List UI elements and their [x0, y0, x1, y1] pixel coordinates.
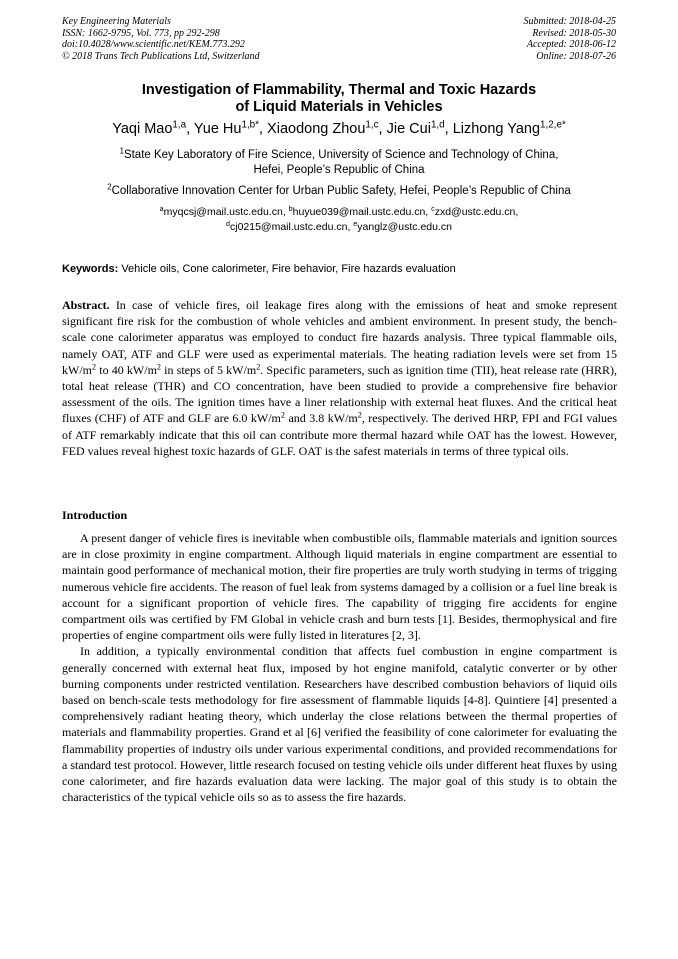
affiliation-1: [40, 148, 638, 178]
title-line-1: Investigation of Flammability, Thermal and Toxic Hazards: [141, 82, 537, 98]
copyright-line: © 2018 Trans Tech Publications Ltd, Switzerland: [62, 50, 260, 62]
author-affiliation-mark: 1,c: [365, 119, 379, 131]
email-mark: d: [226, 220, 230, 229]
superscript: 2: [156, 362, 161, 372]
email-list: $^a$myqcsj@mail.ustc.edu.cn, $^b$huyue039@mail.ustc.edu.cn, $^c$zxd@ustc.edu.cn, $^d$cj0215@mail.ustc.edu.cn, $^e$yanglz@ustc.edu.cn: [159, 205, 519, 233]
abstract-text: to 40 kW/m: [96, 362, 157, 377]
affiliation-number: 2: [107, 182, 112, 192]
email-address: yanglz@ustc.edu.cn: [357, 221, 452, 233]
body-paragraph: A present danger of vehicle fires is inevitable when combustible oils, flammable materials and ignition sources are in close proximity in engine compartment. Although liquid materials in engine compartment are essential to maintain good performance of mechanical motion, their fire properties are truly worth studying in terms of trigging numerous vehicle fire accidents. The reason of fuel leak from systems damaged by a collision or a fuel line break is account for a significant proportion of vehicle fires. The capability of trigging fire accidents for engine compartment oils was certified by FM Global in vehicle crash and burn tests [1]. Besides, thermophysical and fire properties of engine compartment oils were fully listed in literatures [2, 3].: [62, 531, 617, 643]
abstract-paragraph: [62, 297, 617, 459]
journal-header-right: [524, 16, 617, 62]
abstract-text: In case of vehicle fires, oil leakage fires along with the emissions of heat and smoke represent significant fire risk for the combustion of whole vehicles and ambient environment. In present study, the bench-scale cone calorimeter apparatus was employed to conduct fire hazards analysis. Three typical flammable oils, namely OAT, ATF and GLF were used as experimental materials. The heating radiation levels were set from 15 kW/m: [62, 298, 618, 377]
email-address: huyue039@mail.ustc.edu.cn: [292, 206, 426, 218]
email-address: cj0215@mail.ustc.edu.cn: [229, 221, 348, 233]
accepted-date: Accepted: 2018-06-12: [526, 39, 616, 51]
email-address: myqcsj@mail.ustc.edu.cn: [163, 206, 283, 218]
author-name: Yaqi Mao: [112, 121, 173, 137]
abstract-text: . Specific parameters, such as ignition time (TII), heat release rate (HRR), total heat release (THR) and CO concentration, have been studied to provide a comprehensive fire behavior assessment of the oils. The ignition times have a liner relationship with external heat fluxes. And the critical heat fluxes (CHF) of ATF and GLF are 6.0 kW/m: [62, 362, 617, 426]
abstract-text: and 3.8 kW/m: [284, 411, 358, 426]
online-date: Online: 2018-07-26: [536, 50, 616, 62]
author-affiliation-mark: 1,d: [430, 119, 445, 131]
affiliation-2: [40, 184, 638, 199]
email-mark: c: [431, 205, 435, 214]
introduction-body: [62, 530, 617, 805]
journal-name: Key Engineering Materials: [62, 16, 171, 27]
affiliation-number: 1: [119, 146, 124, 156]
doi-line: doi:10.4028/www.scientific.net/KEM.773.292: [62, 39, 245, 51]
superscript: 2: [92, 362, 97, 372]
author-name: Xiaodong Zhou: [267, 121, 366, 137]
paper-title: [40, 82, 638, 116]
author-name: Lizhong Yang: [452, 121, 541, 137]
keywords-line: [62, 262, 618, 277]
affiliation-text: Hefei, People’s Republic of China: [253, 164, 425, 176]
section-heading-introduction: Introduction: [62, 508, 128, 522]
title-line-2: of Liquid Materials in Vehicles: [235, 99, 443, 115]
author-name: Jie Cui: [386, 121, 431, 137]
affiliation-text: Collaborative Innovation Center for Urban Public Safety, Hefei, People’s Republic of China: [111, 185, 571, 197]
body-paragraph: In addition, a typically environmental condition that affects fuel combustion in engine compartment is generally concerned with external heat flux, imposed by hot engine manifold, catalytic converter or by other burning components under restricted ventilation. Researchers have described combustion behaviors of liquid oils based on bench-scale tests methodology for fire assessment of flammable liquids [4-8]. Quintiere [4] presented a comprehensively radiant heating theory, which underlay the close relations between the thermal properties of materials and flammability properties. Grand et al [6] verified the feasibility of cone calorimeter for evaluating the flammability properties of industry oils under various experimental conditions, and provided recommendations for a standard test protocol. However, little research focused on testing vehicle oils under different heat fluxes by using cone calorimeter, and fire hazards evaluation data were lacking. The major goal of this study is to obtain the characteristics of the typical vehicle oils so as to assess the fire hazards.: [62, 644, 617, 805]
author-name: Yue Hu: [193, 121, 242, 137]
superscript: 2: [256, 362, 261, 372]
submitted-date: Submitted: 2018-04-25: [523, 16, 616, 27]
email-mark: e: [353, 220, 358, 229]
keywords-text: Vehicle oils, Cone calorimeter, Fire behavior, Fire hazards evaluation: [121, 263, 456, 275]
author-list: Yaqi Mao$^{1,a}$, Yue $Hu^{1,b*}$, Xiaodong Zhou$^{1,c}$, Jie Cui$^{1,d}$, Lizhong Yang$^{1,2,e*}$: [112, 119, 566, 137]
revised-date: Revised: 2018-05-30: [532, 27, 616, 39]
abstract-text: , respectively. The derived HRP, FPI and FGI values of ATF remarkably indicate that this oil can contribute more thermal hazard while OAT has the lowest. However, FED values reveal highest toxic hazards of GLF. OAT is the safest materials in terms of three typical oils.: [62, 411, 617, 458]
author-affiliation-mark: 1,a: [172, 119, 187, 131]
author-affiliation-mark: 1,b*: [241, 119, 259, 131]
email-mark: a: [159, 205, 164, 214]
abstract-text: in steps of 5 kW/m: [161, 362, 257, 377]
journal-header-left: [62, 16, 260, 62]
superscript: 2: [280, 410, 285, 420]
keywords-label: Keywords:: [62, 263, 119, 275]
email-address: zxd@ustc.edu.cn: [434, 206, 516, 218]
issn-line: ISSN: 1662-9795, Vol. 773, pp 292-298: [62, 27, 220, 39]
email-mark: b: [288, 205, 293, 214]
author-affiliation-mark: 1,2,e*: [540, 119, 566, 131]
affiliation-text: State Key Laboratory of Fire Science, University of Science and Technology of China,: [123, 149, 559, 161]
superscript: 2: [357, 410, 362, 420]
abstract-label: Abstract.: [62, 298, 110, 312]
